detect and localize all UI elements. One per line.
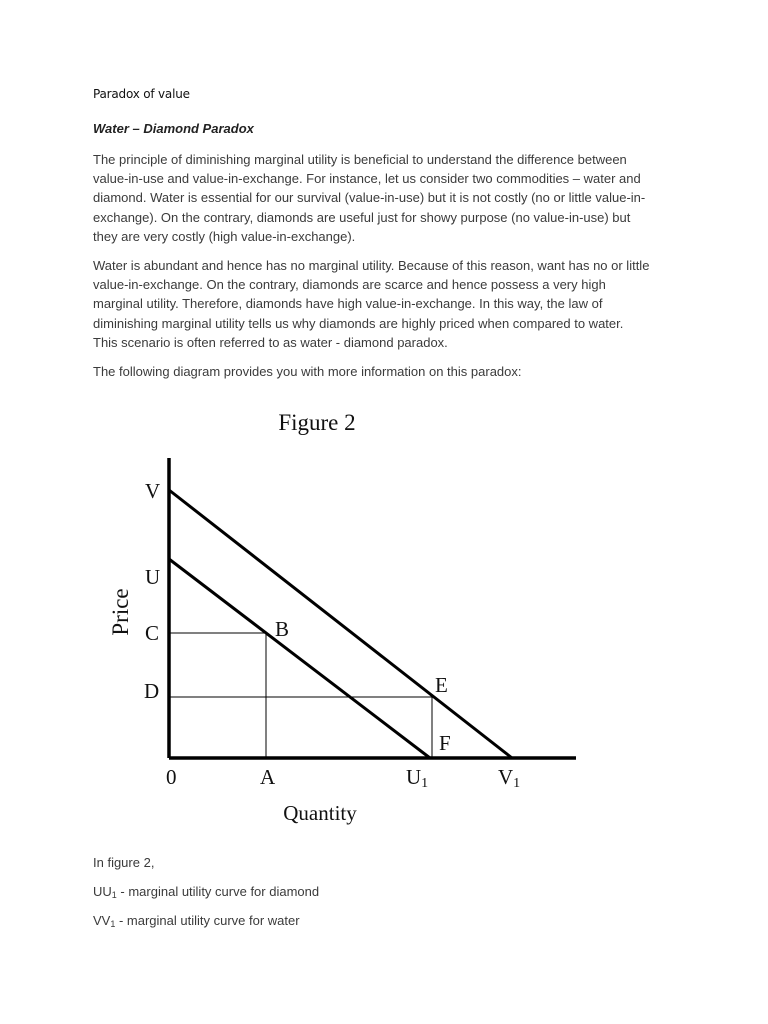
label-u: U <box>145 565 161 589</box>
caption-vv-sub: 1 <box>110 919 116 929</box>
label-v1-sub: 1 <box>513 776 521 791</box>
curve-vv1-water <box>169 490 512 758</box>
label-e: E <box>435 673 448 697</box>
label-u1-sub: 1 <box>421 776 429 791</box>
caption-uu-prefix: UU <box>93 884 112 899</box>
label-f: F <box>439 731 451 755</box>
caption-uu-sub: 1 <box>111 890 117 900</box>
label-origin: 0 <box>166 765 177 789</box>
paragraph-line: diamond. Water is essential for our survival (value-in-use) but it is not costly (no or little value-in- <box>93 190 646 206</box>
diagram-svg <box>100 400 590 830</box>
paragraph-line: The following diagram provides you with more information on this paradox: <box>93 364 522 379</box>
paragraph-line: This scenario is often referred to as water - diamond paradox. <box>93 334 448 350</box>
paragraph-3 <box>93 362 693 381</box>
paragraph-2 <box>93 256 693 352</box>
paragraph-line: The principle of diminishing marginal utility is beneficial to understand the difference between <box>93 152 627 167</box>
caption-vv-prefix: VV <box>93 913 111 928</box>
paragraph-line: diminishing marginal utility tells us why diamonds are highly priced when compared to water. <box>93 315 624 331</box>
paragraph-line: exchange). On the contrary, diamonds are useful just for showy purpose (no value-in-use) but <box>93 209 631 225</box>
caption-uu1 <box>93 884 319 900</box>
label-v1 <box>498 765 520 791</box>
caption-uu-text: - marginal utility curve for diamond <box>116 884 320 899</box>
curve-uu1-diamond <box>169 559 430 758</box>
paragraph-line: they are very costly (high value-in-exchange). <box>93 228 356 244</box>
subheading: Water – Diamond Paradox <box>93 121 254 136</box>
label-u1 <box>406 765 428 791</box>
label-d: D <box>144 679 160 703</box>
label-v: V <box>145 479 161 503</box>
label-v1-main: V <box>498 765 514 789</box>
y-axis-label: Price <box>108 588 133 636</box>
paragraph-line: value-in-exchange. On the contrary, diamonds are scarce and hence possess a very high <box>93 277 606 293</box>
heading: Paradox of value <box>93 87 190 101</box>
label-a: A <box>260 765 276 789</box>
paragraph-line: marginal utility. Therefore, diamonds have high value-in-exchange. In this way, the law of <box>93 296 603 312</box>
figure-2-diagram <box>100 400 590 830</box>
paragraph-line: Water is abundant and hence has no marginal utility. Because of this reason, want has no or little <box>93 258 650 273</box>
x-axis-label: Quantity <box>283 801 357 825</box>
caption-intro: In figure 2, <box>93 855 155 870</box>
paragraph-line: value-in-use and value-in-exchange. For instance, let us consider two commodities – water and <box>93 171 641 187</box>
figure-title: Figure 2 <box>278 410 356 435</box>
label-b: B <box>275 617 290 641</box>
caption-vv-text: - marginal utility curve for water <box>115 913 300 928</box>
caption-vv1 <box>93 913 300 929</box>
label-u1-main: U <box>406 765 422 789</box>
label-c: C <box>145 621 160 645</box>
paragraph-1 <box>93 150 693 246</box>
